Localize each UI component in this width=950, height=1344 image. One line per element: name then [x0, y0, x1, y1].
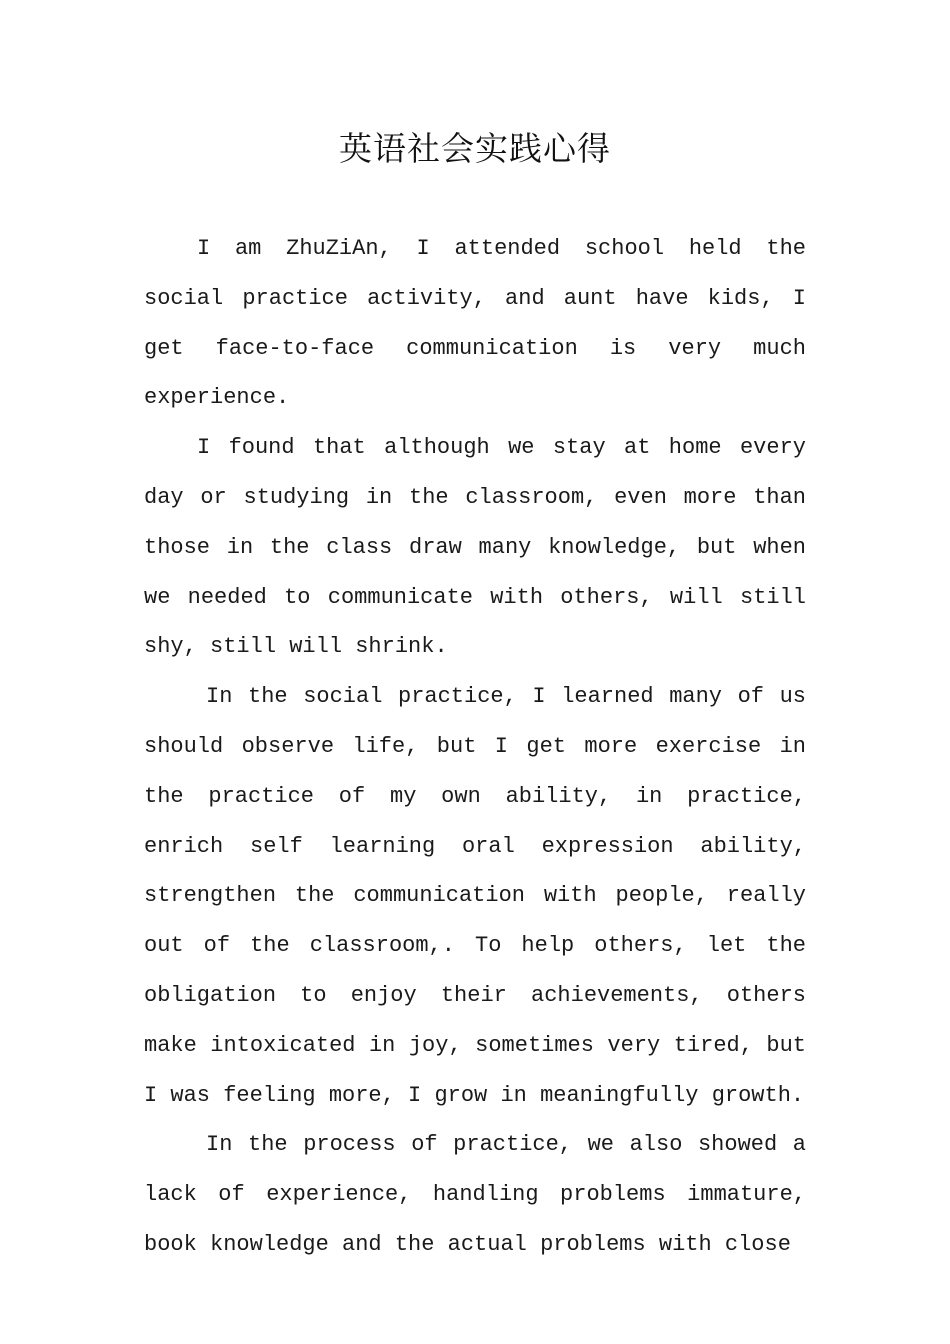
paragraph-3: In the social practice, I learned many of us should observe life, but I get more exercise in the practice of my own ability, in practice, enrich self learning oral expression ability, strengthen the communication with people, really out of the classroom,. To help others, let the obligation to enjoy their achievements, others make intoxicated in joy, sometimes very tired, but I was feeling more, I grow in meaningfully growth. — [144, 684, 806, 1108]
paragraph-4: In the process of practice, we also showed a lack of experience, handling problems immature, book knowledge and the actual problems with close — [144, 1132, 806, 1257]
paragraph-1: I am ZhuZiAn, I attended school held the social practice activity, and aunt have kids, I get face-to-face communication is very much experience. — [144, 236, 806, 411]
document-body — [144, 224, 806, 1270]
paragraph-2: I found that although we stay at home every day or studying in the classroom, even more than those in the class draw many knowledge, but when we needed to communicate with others, will still shy, still will shrink. — [144, 435, 806, 660]
document-title: 英语社会实践心得 — [339, 129, 611, 168]
